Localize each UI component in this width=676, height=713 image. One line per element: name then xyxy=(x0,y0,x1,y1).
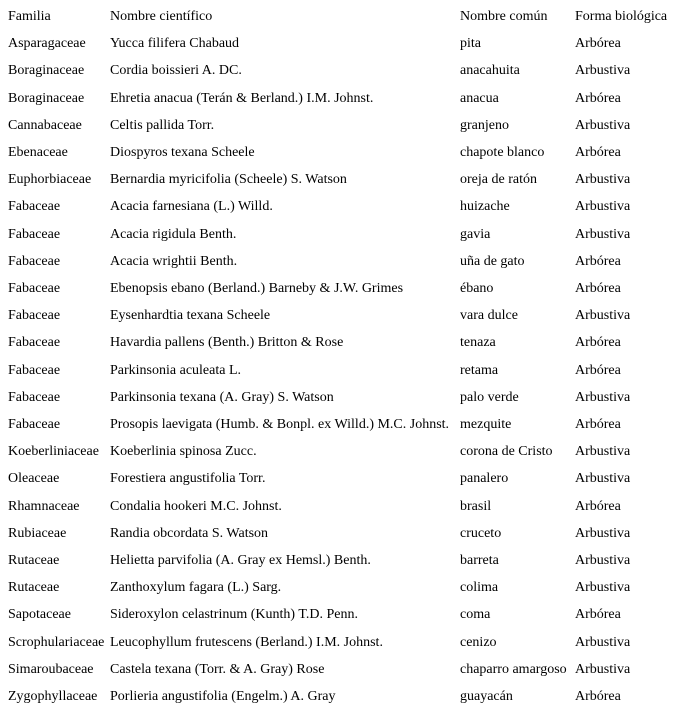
table-row xyxy=(8,629,676,656)
cell-forma-biologica: Arbórea xyxy=(575,607,621,623)
cell-familia: Cannabaceae xyxy=(8,117,82,133)
cell-nombre-comun: panalero xyxy=(460,471,509,487)
cell-familia: Fabaceae xyxy=(8,389,61,405)
cell-familia: Boraginaceae xyxy=(8,90,85,106)
cell-familia: Rubiaceae xyxy=(8,525,67,541)
cell-nombre-cientifico: Cordia boissieri A. DC. xyxy=(110,63,242,79)
cell-forma-biologica: Arbustiva xyxy=(575,471,631,487)
table-row xyxy=(8,656,676,683)
table-row xyxy=(8,85,676,112)
cell-nombre-comun: oreja de ratón xyxy=(460,172,537,188)
cell-familia: Euphorbiaceae xyxy=(8,172,92,188)
table-row xyxy=(8,574,676,601)
cell-familia: Oleaceae xyxy=(8,471,60,487)
cell-familia: Asparagaceae xyxy=(8,36,86,52)
cell-forma-biologica: Arbustiva xyxy=(575,117,631,133)
cell-forma-biologica: Arbórea xyxy=(575,417,621,433)
cell-nombre-cientifico: Bernardia myricifolia (Scheele) S. Watson xyxy=(110,172,347,188)
table-row xyxy=(8,248,676,275)
cell-forma-biologica: Arbórea xyxy=(575,281,621,297)
table-row xyxy=(8,112,676,139)
cell-nombre-cientifico: Forestiera angustifolia Torr. xyxy=(110,471,266,487)
cell-nombre-comun: uña de gato xyxy=(460,253,525,269)
cell-nombre-comun: cruceto xyxy=(460,525,502,541)
cell-nombre-cientifico: Parkinsonia texana (A. Gray) S. Watson xyxy=(110,389,334,405)
cell-familia: Fabaceae xyxy=(8,417,61,433)
cell-forma-biologica: Arbórea xyxy=(575,689,621,705)
cell-familia: Ebenaceae xyxy=(8,145,68,161)
cell-nombre-comun: palo verde xyxy=(460,389,519,405)
cell-familia: Rhamnaceae xyxy=(8,498,80,514)
cell-nombre-comun: retama xyxy=(460,362,499,378)
table-row xyxy=(8,221,676,248)
cell-familia: Rutaceae xyxy=(8,580,60,596)
cell-nombre-cientifico: Randia obcordata S. Watson xyxy=(110,525,269,541)
cell-nombre-comun: cenizo xyxy=(460,634,497,650)
cell-nombre-comun: colima xyxy=(460,580,499,596)
cell-familia: Fabaceae xyxy=(8,362,61,378)
cell-nombre-cientifico: Castela texana (Torr. & A. Gray) Rose xyxy=(110,661,325,677)
cell-familia: Scrophulariaceae xyxy=(8,634,105,650)
cell-familia: Sapotaceae xyxy=(8,607,71,623)
cell-familia: Koeberliniaceae xyxy=(8,444,99,460)
cell-forma-biologica: Arbórea xyxy=(575,145,621,161)
cell-nombre-cientifico: Acacia rigidula Benth. xyxy=(110,226,237,242)
cell-familia: Fabaceae xyxy=(8,308,61,324)
cell-nombre-comun: huizache xyxy=(460,199,510,215)
cell-forma-biologica: Arbustiva xyxy=(575,389,631,405)
cell-familia: Fabaceae xyxy=(8,199,61,215)
cell-forma-biologica: Arbórea xyxy=(575,498,621,514)
cell-forma-biologica: Arbustiva xyxy=(575,172,631,188)
table-header-row xyxy=(8,3,676,30)
cell-nombre-cientifico: Leucophyllum frutescens (Berland.) I.M. Johnst. xyxy=(110,634,383,650)
cell-forma-biologica: Arbustiva xyxy=(575,226,631,242)
cell-forma-biologica: Arbórea xyxy=(575,36,621,52)
cell-forma-biologica: Arbórea xyxy=(575,253,621,269)
column-header-nombre-comun: Nombre común xyxy=(460,9,548,24)
table-row xyxy=(8,493,676,520)
cell-nombre-cientifico: Porlieria angustifolia (Engelm.) A. Gray xyxy=(110,689,336,705)
table-row xyxy=(8,193,676,220)
cell-nombre-cientifico: Yucca filifera Chabaud xyxy=(110,36,240,52)
cell-nombre-cientifico: Diospyros texana Scheele xyxy=(110,145,255,161)
column-header-familia: Familia xyxy=(8,9,51,24)
table-row xyxy=(8,57,676,84)
cell-forma-biologica: Arbustiva xyxy=(575,661,631,677)
cell-nombre-cientifico: Havardia pallens (Benth.) Britton & Rose xyxy=(110,335,344,351)
cell-nombre-comun: ébano xyxy=(460,281,494,297)
table-row xyxy=(8,547,676,574)
cell-nombre-comun: guayacán xyxy=(460,689,513,705)
cell-forma-biologica: Arbustiva xyxy=(575,444,631,460)
cell-familia: Boraginaceae xyxy=(8,63,85,79)
table-row xyxy=(8,166,676,193)
cell-nombre-comun: mezquite xyxy=(460,417,512,433)
cell-nombre-cientifico: Helietta parvifolia (A. Gray ex Hemsl.) Benth. xyxy=(110,553,371,569)
cell-nombre-comun: anacua xyxy=(460,90,499,106)
cell-nombre-comun: corona de Cristo xyxy=(460,444,553,460)
cell-forma-biologica: Arbórea xyxy=(575,335,621,351)
table-row xyxy=(8,384,676,411)
cell-nombre-comun: barreta xyxy=(460,553,499,569)
cell-nombre-cientifico: Zanthoxylum fagara (L.) Sarg. xyxy=(110,580,282,596)
cell-familia: Fabaceae xyxy=(8,253,61,269)
cell-nombre-cientifico: Eysenhardtia texana Scheele xyxy=(110,308,271,324)
cell-forma-biologica: Arbustiva xyxy=(575,308,631,324)
table-row xyxy=(8,30,676,57)
table-body xyxy=(8,30,676,710)
table-row xyxy=(8,601,676,628)
cell-forma-biologica: Arbustiva xyxy=(575,580,631,596)
table-row xyxy=(8,139,676,166)
table-row xyxy=(8,438,676,465)
cell-nombre-cientifico: Prosopis laevigata (Humb. & Bonpl. ex Willd.) M.C. Johnst. xyxy=(110,417,450,433)
cell-nombre-cientifico: Koeberlinia spinosa Zucc. xyxy=(110,444,257,460)
cell-forma-biologica: Arbustiva xyxy=(575,634,631,650)
cell-forma-biologica: Arbórea xyxy=(575,362,621,378)
cell-nombre-comun: pita xyxy=(460,36,481,52)
cell-familia: Fabaceae xyxy=(8,335,61,351)
cell-nombre-cientifico: Acacia farnesiana (L.) Willd. xyxy=(110,199,273,215)
cell-nombre-cientifico: Ebenopsis ebano (Berland.) Barneby & J.W. Grimes xyxy=(110,281,404,297)
cell-familia: Zygophyllaceae xyxy=(8,689,98,705)
cell-familia: Fabaceae xyxy=(8,226,61,242)
table-row xyxy=(8,520,676,547)
table-row xyxy=(8,302,676,329)
cell-nombre-comun: gavia xyxy=(460,226,491,242)
species-table xyxy=(8,3,676,710)
cell-forma-biologica: Arbórea xyxy=(575,90,621,106)
cell-nombre-comun: granjeno xyxy=(460,117,509,133)
table-row xyxy=(8,411,676,438)
cell-nombre-comun: vara dulce xyxy=(460,308,518,324)
cell-forma-biologica: Arbustiva xyxy=(575,63,631,79)
cell-forma-biologica: Arbustiva xyxy=(575,525,631,541)
cell-nombre-cientifico: Parkinsonia aculeata L. xyxy=(110,362,242,378)
cell-nombre-cientifico: Ehretia anacua (Terán & Berland.) I.M. Johnst. xyxy=(110,90,374,106)
cell-nombre-comun: brasil xyxy=(460,498,492,514)
cell-nombre-comun: coma xyxy=(460,607,491,623)
cell-nombre-comun: chapote blanco xyxy=(460,145,545,161)
cell-nombre-cientifico: Celtis pallida Torr. xyxy=(110,117,215,133)
table-row xyxy=(8,465,676,492)
cell-nombre-comun: tenaza xyxy=(460,335,496,351)
cell-nombre-comun: anacahuita xyxy=(460,63,520,79)
table-row xyxy=(8,357,676,384)
cell-nombre-comun: chaparro amargoso xyxy=(460,661,567,677)
cell-forma-biologica: Arbustiva xyxy=(575,199,631,215)
cell-familia: Fabaceae xyxy=(8,281,61,297)
cell-familia: Rutaceae xyxy=(8,553,60,569)
cell-familia: Simaroubaceae xyxy=(8,661,94,677)
cell-nombre-cientifico: Condalia hookeri M.C. Johnst. xyxy=(110,498,282,514)
column-header-nombre-cientifico: Nombre científico xyxy=(110,9,213,24)
cell-nombre-cientifico: Sideroxylon celastrinum (Kunth) T.D. Penn. xyxy=(110,607,358,623)
cell-nombre-cientifico: Acacia wrightii Benth. xyxy=(110,253,238,269)
table-row xyxy=(8,275,676,302)
cell-forma-biologica: Arbustiva xyxy=(575,553,631,569)
table-row xyxy=(8,329,676,356)
table-row xyxy=(8,683,676,710)
column-header-forma-biologica: Forma biológica xyxy=(575,9,668,24)
